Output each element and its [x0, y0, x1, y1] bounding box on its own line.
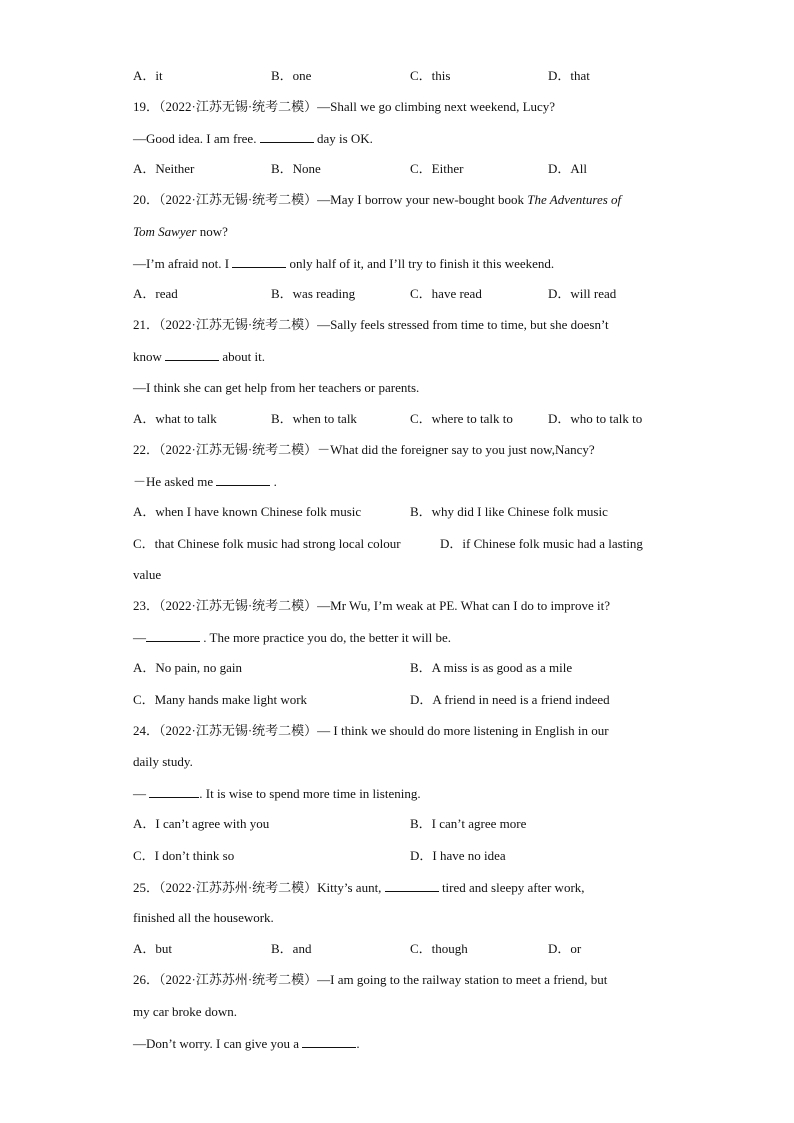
q22-response: －He asked me . — [133, 474, 277, 489]
q22-stem: 22．（2022·江苏无锡·统考二模）－What did the foreigner say to you just now,Nancy? — [133, 442, 595, 457]
q19-option-b: B．None — [271, 161, 321, 176]
q18-option-a: A．it — [133, 68, 163, 83]
q19-option-a: A．Neither — [133, 161, 195, 176]
q22-option-b: B．why did I like Chinese folk music — [410, 504, 608, 519]
q25-option-d: D．or — [548, 941, 582, 956]
q24-option-c: C．I don’t think so — [133, 848, 235, 863]
q20-option-c: C．have read — [410, 286, 482, 301]
q19-stem: 19．（2022·江苏无锡·统考二模）—Shall we go climbing next weekend, Lucy? — [133, 99, 556, 114]
q24-option-d: D．I have no idea — [410, 848, 506, 863]
book-title: The Adventures of — [527, 192, 622, 207]
q20-option-d: D．will read — [548, 286, 617, 301]
q26-stem-cont: my car broke down. — [133, 1004, 237, 1019]
q19-response: —Good idea. I am free. day is OK. — [133, 131, 373, 146]
q23-option-d: D．A friend in need is a friend indeed — [410, 692, 610, 707]
answer-blank — [260, 130, 314, 143]
q21-option-d: D．who to talk to — [548, 411, 643, 426]
q20-stem-cont: Tom Sawyer now? — [133, 224, 228, 239]
q21-stem-cont: know about it. — [133, 349, 265, 364]
q25-option-b: B．and — [271, 941, 312, 956]
answer-blank — [149, 785, 199, 798]
q23-option-a: A．No pain, no gain — [133, 660, 243, 675]
q21-option-b: B．when to talk — [271, 411, 357, 426]
answer-blank — [216, 473, 270, 486]
q23-option-b: B．A miss is as good as a mile — [410, 660, 573, 675]
book-title-cont: Tom Sawyer — [133, 224, 197, 239]
q26-stem: 26．（2022·江苏苏州·统考二模）—I am going to the railway station to meet a friend, but — [133, 972, 608, 987]
q21-response: —I think she can get help from her teachers or parents. — [133, 380, 420, 395]
q23-stem: 23．（2022·江苏无锡·统考二模）—Mr Wu, I’m weak at PE. What can I do to improve it? — [133, 598, 611, 613]
q21-stem: 21．（2022·江苏无锡·统考二模）—Sally feels stressed from time to time, but she doesn’t — [133, 317, 609, 332]
q18-option-c: C．this — [410, 68, 451, 83]
q26-response: —Don’t worry. I can give you a . — [133, 1036, 360, 1051]
q20-option-a: A．read — [133, 286, 178, 301]
q20-option-b: B．was reading — [271, 286, 356, 301]
q25-option-a: A．but — [133, 941, 173, 956]
q20-response: —I’m afraid not. I only half of it, and I’ll try to finish it this weekend. — [133, 256, 555, 271]
q24-option-b: B．I can’t agree more — [410, 816, 527, 831]
q25-option-c: C．though — [410, 941, 468, 956]
q21-option-a: A．what to talk — [133, 411, 217, 426]
q24-stem: 24．（2022·江苏无锡·统考二模）— I think we should do more listening in English in our — [133, 723, 609, 738]
answer-blank — [302, 1035, 356, 1048]
answer-blank — [232, 255, 286, 268]
q18-option-d: D．that — [548, 68, 590, 83]
q23-response: — . The more practice you do, the better it will be. — [133, 630, 452, 645]
q23-option-c: C．Many hands make light work — [133, 692, 308, 707]
q24-option-a: A．I can’t agree with you — [133, 816, 270, 831]
q19-option-d: D．All — [548, 161, 588, 176]
answer-blank — [146, 629, 200, 642]
answer-blank — [385, 879, 439, 892]
q18-option-b: B．one — [271, 68, 312, 83]
q25-stem: 25．（2022·江苏苏州·统考二模）Kitty’s aunt, tired and sleepy after work, — [133, 880, 585, 895]
q20-stem: 20．（2022·江苏无锡·统考二模）—May I borrow your new-bought book The Adventures of — [133, 192, 622, 207]
q22-option-c: C．that Chinese folk music had strong local colour — [133, 536, 401, 551]
q19-option-c: C．Either — [410, 161, 464, 176]
q24-response: — . It is wise to spend more time in listening. — [133, 786, 421, 801]
q25-stem-cont: finished all the housework. — [133, 910, 274, 925]
q21-option-c: C．where to talk to — [410, 411, 513, 426]
q24-stem-cont: daily study. — [133, 754, 193, 769]
answer-blank — [165, 348, 219, 361]
q22-option-a: A．when I have known Chinese folk music — [133, 504, 362, 519]
q22-option-d: D．if Chinese folk music had a lasting — [440, 536, 643, 551]
q22-option-d-wrap: value — [133, 567, 162, 582]
